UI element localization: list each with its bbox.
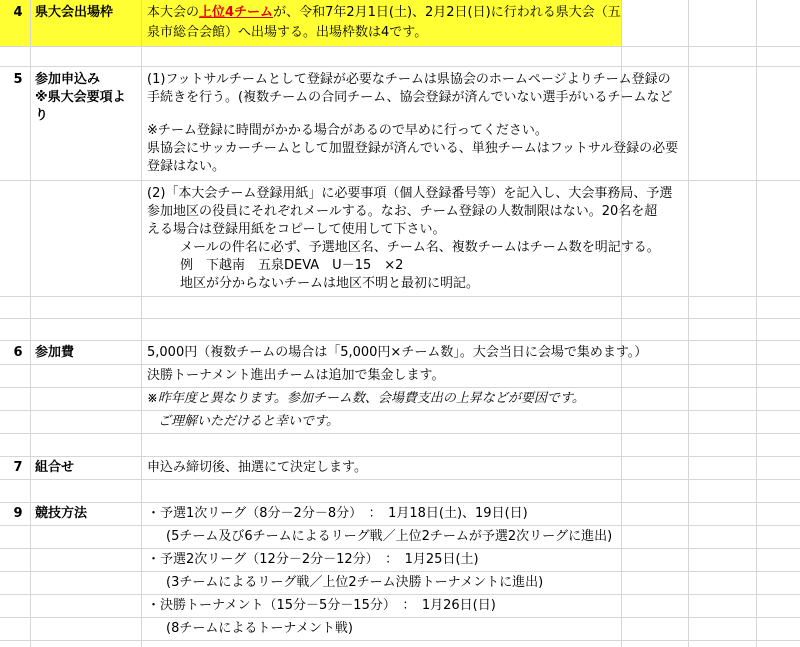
row-6-note: ※昨年度と異なります。参加チーム数、会場費支出の上昇などが要因です。 xyxy=(147,391,585,406)
row-6-apology: ご理解いただけると幸いです。 xyxy=(158,414,339,429)
row-5-p2-line-5: 例 下越南 五泉DEVA U－15 ×2 xyxy=(180,258,404,273)
row-4-text-line-2: 泉市総合会館）へ出場する。出場枠数は4です。 xyxy=(147,25,428,40)
row-number-9: 9 xyxy=(13,506,23,521)
row-heading-5-line-2: ※県大会要項よ xyxy=(35,90,126,105)
row-5-p2-line-4: メールの件名に必ず、予選地区名、チーム名、複数チームはチーム数を明記する。 xyxy=(180,240,660,255)
row-heading-9: 競技方法 xyxy=(35,506,88,521)
row-9-line-4: (3チームによるリーグ戦／上位2チーム決勝トーナメントに進出) xyxy=(166,575,544,590)
row-5-p1-line-3: ※チーム登録に時間がかかる場合があるので早めに行ってください。 xyxy=(147,123,548,138)
row-5-p1-line-4: 県協会にサッカーチームとして加盟登録が済んでいる、単独チームはフットサル登録の必要 xyxy=(147,141,679,156)
row-5-p2-line-2: 参加地区の役員にそれぞれメールする。なお、チーム登録の人数制限はない。20名を超 xyxy=(147,204,658,219)
row-4-text-line-1 xyxy=(147,3,621,23)
row-5-p2-line-3: える場合は登録用紙をコピーして使用して下さい。 xyxy=(147,222,446,237)
row-9-line-3: ・予選2次リーグ（12分－2分－12分） ： 1月25日(土) xyxy=(147,552,479,567)
row-heading-7: 組合せ xyxy=(35,460,75,475)
row-6-line-1: 5,000円（複数チームの場合は「5,000円×チーム数」。大会当日に会場で集めます。） xyxy=(147,345,648,360)
row-7-line-1: 申込み締切後、抽選にて決定します。 xyxy=(147,460,367,475)
row-5-p2-line-1: (2)「本大会チーム登録用紙」に必要事項（個人登録番号等）を記入し、大会事務局、予選 xyxy=(147,186,673,201)
row-4-text-b: が、令和7年2月1日(土)、2月2日(日)に行われる県大会（五 xyxy=(273,5,621,20)
row-6-line-2: 決勝トーナメント進出チームは追加で集金します。 xyxy=(147,368,445,383)
row-5-p1-line-5: 登録はない。 xyxy=(147,159,226,174)
row-9-line-1: ・予選1次リーグ（8分－2分－8分） ： 1月18日(土)、19日(日) xyxy=(147,506,528,521)
row-number-5: 5 xyxy=(13,72,23,87)
row-heading-5-line-3: り xyxy=(35,108,49,123)
row-4-text-a: 本大会の xyxy=(147,5,200,20)
row-9-line-6: (8チームによるトーナメント戦) xyxy=(166,621,353,636)
row-5-p1-line-2: 手続きを行う。(複数チームの合同チーム、協会登録が済んでいない選手がいるチームなど xyxy=(147,90,673,105)
row-5-p2-line-6: 地区が分からないチームは地区不明と最初に明記。 xyxy=(180,276,480,291)
row-number-7: 7 xyxy=(13,460,23,475)
row-heading-4: 県大会出場枠 xyxy=(35,5,114,20)
row-heading-5-line-1: 参加申込み xyxy=(35,72,101,87)
row-5-p1-line-1: (1)フットサルチームとして登録が必要なチームは県協会のホームページよりチーム登録の xyxy=(147,72,671,87)
row-number-6: 6 xyxy=(13,345,23,360)
row-heading-6: 参加費 xyxy=(35,345,75,360)
row-number-4: 4 xyxy=(13,5,23,20)
row-9-line-5: ・決勝トーナメント（15分－5分－15分） ： 1月26日(日) xyxy=(147,598,496,613)
row-4-emphasis: 上位4チーム xyxy=(199,5,274,20)
row-9-line-2: (5チーム及び6チームによるリーグ戦／上位2チームが予選2次リーグに進出) xyxy=(166,529,613,544)
